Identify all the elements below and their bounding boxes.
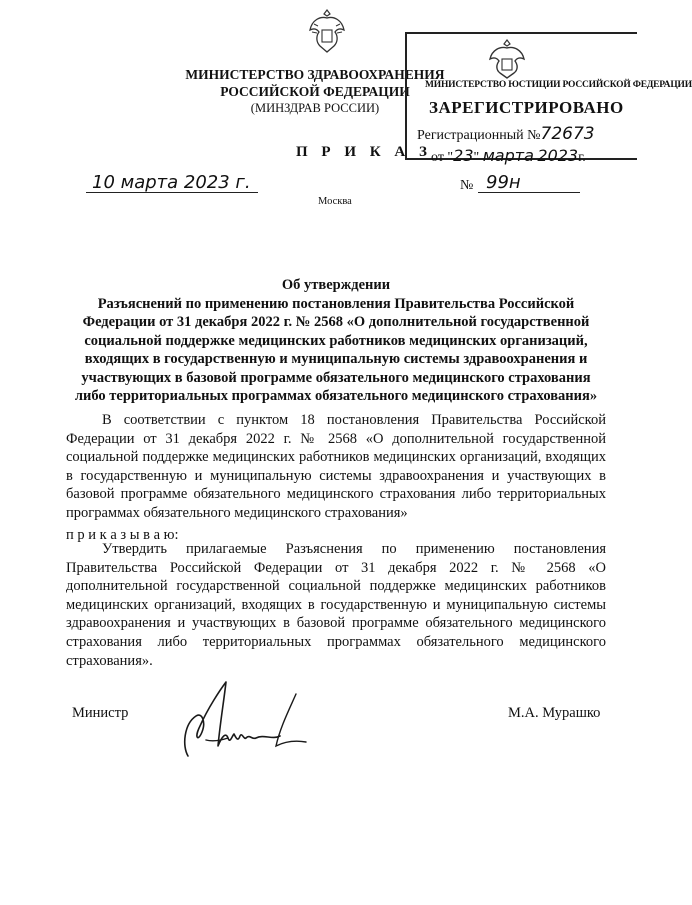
number-underline — [478, 192, 580, 193]
stamp-ministry: МИНИСТЕРСТВО ЮСТИЦИИ РОССИЙСКОЙ ФЕДЕРАЦИИ — [425, 80, 692, 90]
title-line: либо территориальных программах обязательного медицинского страхования» — [74, 388, 598, 404]
handwritten-signature-icon — [176, 676, 316, 764]
stamp-reg-number — [417, 124, 595, 144]
ministry-line1: МИНИСТЕРСТВО ЗДРАВООХРАНЕНИЯ — [185, 67, 445, 82]
stamp-emblem-icon — [487, 38, 527, 80]
title-line: входящих в государственную и муниципальную системы здравоохранения и — [84, 351, 588, 367]
stamp-date — [431, 146, 586, 166]
registration-stamp — [405, 32, 692, 165]
title-line: Разъяснений по применению постановления Правительства Российской — [97, 295, 575, 312]
order-date: 10 марта 2023 г. — [92, 172, 251, 193]
stamp-date-day: 23 — [453, 146, 474, 165]
body-order-word: п р и к а з ы в а ю: — [66, 527, 179, 543]
title-line: Федерации от 31 декабря 2022 г. № 2568 «О дополнительной государственной — [82, 314, 590, 330]
title-line: Об утверждении — [281, 277, 391, 293]
stamp-date-prefix: от " — [431, 150, 454, 165]
signatory-name: М.А. Мурашко — [508, 705, 601, 721]
stamp-date-suffix: г. — [578, 150, 586, 165]
order-number-label: № — [460, 178, 474, 193]
stamp-reg-label: Регистрационный № — [417, 128, 541, 143]
document-title — [66, 276, 606, 406]
order-number: 99н — [486, 172, 521, 193]
stamp-reg-number-value: 72673 — [540, 124, 595, 144]
coat-of-arms-icon — [306, 6, 348, 56]
title-line: социальной поддержке медицинских работников медицинских организаций, — [84, 332, 588, 349]
order-city: Москва — [318, 196, 352, 207]
stamp-date-sep: " — [473, 150, 480, 165]
body-paragraph-2: Утвердить прилагаемые Разъяснения по применению постановления Правительства Российской Федерации от 31 декабря 2022 г. № 2568 «О дополнительной государственной социальной поддержке медицинских работников медицинских организаций, входящих в государственную и муниципальную системы здравоохранения и участвующих в базовой программе обязательного медицинского страхования либо территориальных программах обязательного медицинского страхования». — [66, 541, 606, 669]
title-line: участвующих в базовой программе обязательного медицинского страхования — [81, 369, 591, 386]
stamp-date-year: 2023 — [537, 146, 579, 165]
stamp-date-month: марта — [482, 146, 534, 165]
ministry-line2: РОССИЙСКОЙ ФЕДЕРАЦИИ — [220, 84, 410, 99]
stamp-registered: ЗАРЕГИСТРИРОВАНО — [429, 98, 624, 117]
signatory-title: Министр — [72, 705, 129, 721]
date-underline — [86, 192, 258, 193]
body-paragraph-1: В соответствии с пунктом 18 постановления Правительства Российской Федерации от 31 декабря 2022 г. № 2568 «О дополнительной государственной социальной поддержке медицинских работников медицинских организаций, входящих в государственную и муниципальную системы здравоохранения и участвующих в базовой программе обязательного медицинского страхования либо территориальных программах обязательного медицинского страхования» — [66, 412, 606, 521]
ministry-short: (МИНЗДРАВ РОССИИ) — [250, 101, 380, 115]
order-type: П Р И К А З — [296, 144, 432, 160]
